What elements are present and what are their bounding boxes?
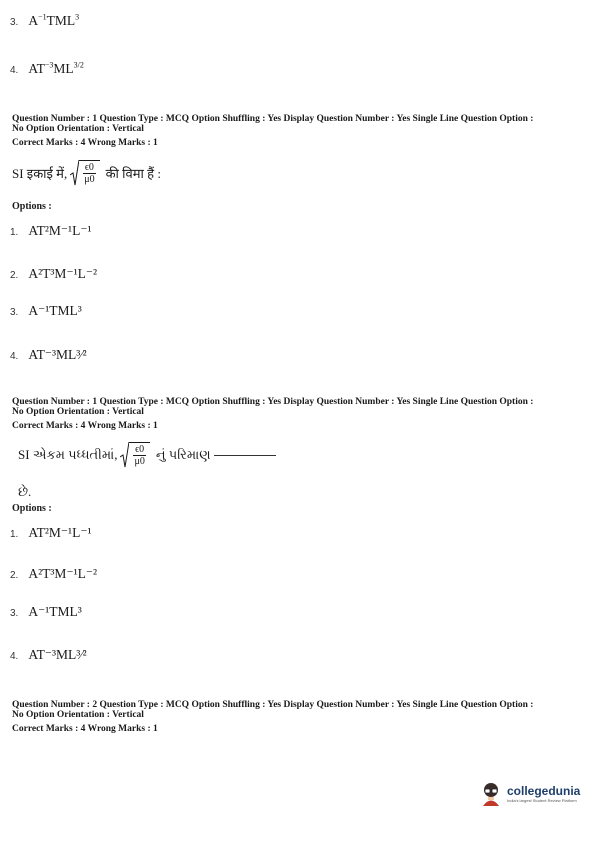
option-number: 3. [10, 17, 19, 28]
options-label: Options : [12, 201, 52, 212]
option-number: 1. [10, 227, 19, 238]
question-meta: Question Number : 2 Question Type : MCQ Option Shuffling : Yes Display Question Number : Yes Single Line Question Option : No Option Orientation : Vertical [12, 700, 534, 720]
sqrt-expression: $\frac{\epsilon 0}{\mu 0}$ [120, 442, 149, 468]
option-3-top [10, 12, 79, 30]
option-number: 3. [10, 608, 19, 619]
question-marks: Correct Marks : 4 Wrong Marks : 1 [12, 138, 158, 148]
option-2 [10, 565, 97, 583]
logo-name: collegedunia [507, 783, 581, 798]
option-number: 3. [10, 307, 19, 318]
question-text-line2: છે. [18, 484, 32, 499]
option-1 [10, 222, 92, 240]
question-marks: Correct Marks : 4 Wrong Marks : 1 [12, 724, 158, 734]
option-3 [10, 302, 82, 320]
collegedunia-logo [478, 780, 580, 806]
option-text: A⁻¹TML³ [28, 303, 82, 318]
option-3 [10, 603, 82, 621]
option-text: AT⁻³ML³⁄² [28, 647, 87, 662]
option-text: AT⁻³ML³⁄² [28, 347, 87, 362]
sqrt-expression: $\frac{\epsilon 0}{\mu 0}$ [70, 160, 99, 186]
mascot-icon [478, 780, 504, 806]
option-4 [10, 346, 87, 364]
logo-tagline: India's largest Student Review Platform [507, 797, 577, 803]
question-meta: Question Number : 1 Question Type : MCQ Option Shuffling : Yes Display Question Number : Yes Single Line Question Option : No Option Orientation : Vertical [12, 397, 534, 417]
option-text: $A^{-1}TML^3$ [28, 12, 80, 28]
option-number: 2. [10, 570, 19, 581]
option-text: $AT^{-3}ML^{3/2}$ [28, 60, 84, 76]
options-label: Options : [12, 503, 52, 514]
option-4 [10, 646, 87, 664]
question-marks: Correct Marks : 4 Wrong Marks : 1 [12, 421, 158, 431]
question-text: SI इकाई में, $\frac{\epsilon 0}{\mu 0}$ की विमा हैं : [12, 162, 161, 185]
option-number: 4. [10, 65, 19, 76]
option-text: A²T³M⁻¹L⁻² [28, 266, 98, 281]
question-text: SI એકમ પધ્ધતીમાં, $\frac{\epsilon 0}{\mu 0}$ નું પરિમાણ [18, 442, 276, 468]
option-number: 4. [10, 651, 19, 662]
option-number: 4. [10, 351, 19, 362]
answer-blank [214, 454, 276, 456]
option-number: 1. [10, 529, 19, 540]
question-meta: Question Number : 1 Question Type : MCQ Option Shuffling : Yes Display Question Number : Yes Single Line Question Option : No Option Orientation : Vertical [12, 114, 534, 134]
option-2 [10, 265, 97, 283]
option-text: A²T³M⁻¹L⁻² [28, 566, 98, 581]
option-text: A⁻¹TML³ [28, 604, 82, 619]
option-number: 2. [10, 270, 19, 281]
option-text: AT²M⁻¹L⁻¹ [28, 223, 92, 238]
option-text: AT²M⁻¹L⁻¹ [28, 525, 92, 540]
option-1 [10, 524, 92, 542]
option-4-top [10, 60, 84, 78]
